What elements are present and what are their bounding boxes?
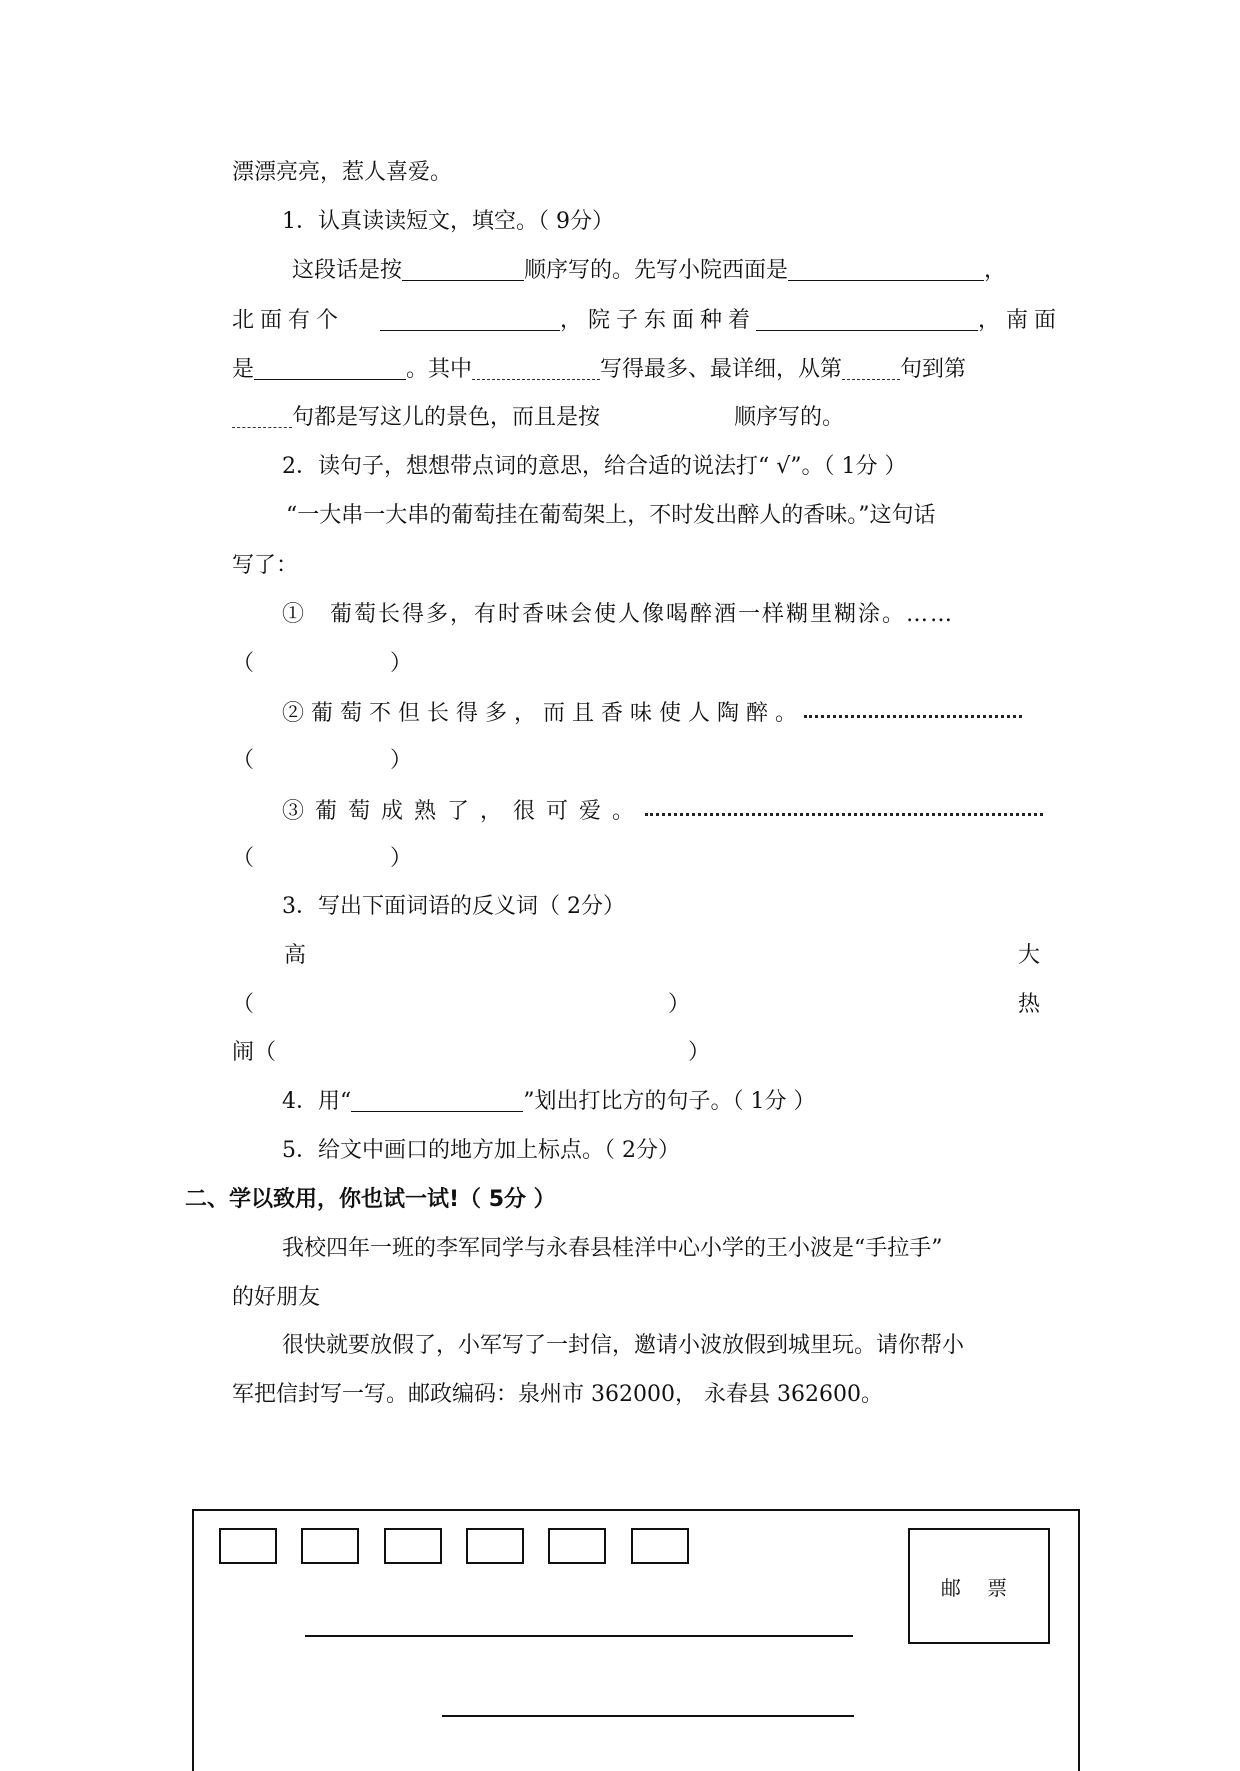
zip-box-3[interactable] xyxy=(384,1528,442,1564)
stamp-label: 邮 票 xyxy=(940,1576,1018,1600)
paren-open: （ xyxy=(232,748,255,773)
section2-title: 二、学以致用，你也试一试!（ 5分 ） xyxy=(185,1187,556,1212)
zip-box-4[interactable] xyxy=(466,1528,524,1564)
q2-option-2: ②葡萄不但长得多，而且香味使人陶醉。 xyxy=(282,701,805,726)
q1-line1 xyxy=(292,256,1006,286)
blank[interactable] xyxy=(788,258,984,281)
blank[interactable] xyxy=(756,308,978,331)
paren-close: ） xyxy=(390,651,413,676)
passage-end: 漂漂亮亮，惹人喜爱。 xyxy=(232,160,453,185)
q2-quote-cont: 写了： xyxy=(232,553,299,578)
blank[interactable] xyxy=(232,405,292,428)
q4-text: 4．用“ xyxy=(282,1089,352,1114)
blank[interactable] xyxy=(254,357,406,380)
dot-leader xyxy=(804,697,1022,718)
paren-open: （ xyxy=(232,992,255,1017)
q3-word-2: 大 xyxy=(1018,943,1041,968)
answer-paren-2[interactable] xyxy=(232,746,412,776)
q1-text: 北面有个 xyxy=(232,308,345,333)
q4 xyxy=(282,1087,815,1117)
q2-quote: “一大串一大串的葡萄挂在葡萄架上，不时发出醉人的香味。”这句话 xyxy=(286,503,936,528)
zip-box-6[interactable] xyxy=(631,1528,689,1564)
q1-line2 xyxy=(232,306,1062,336)
q2-option-1: ① 葡萄长得多，有时香味会使人像喝醉酒一样糊里糊涂。…… xyxy=(282,602,955,627)
q2-title: 2．读句子，想想带点词的意思，给合适的说法打“ √”。（ 1分 ） xyxy=(282,454,907,479)
blank[interactable] xyxy=(842,357,900,380)
paren-close: ） xyxy=(688,1040,711,1065)
q1-line3 xyxy=(232,355,966,385)
q4-text: ”划出打比方的句子。（ 1分 ） xyxy=(523,1089,816,1114)
blank[interactable] xyxy=(380,308,560,331)
q1-text: 顺序写的。先写小院西面是 xyxy=(524,258,789,283)
paren-close: ） xyxy=(668,992,691,1017)
underline-sample xyxy=(351,1089,523,1112)
q3-word-1: 高 xyxy=(284,943,307,968)
q5-title: 5．给文中画口的地方加上标点。（ 2分） xyxy=(282,1138,680,1163)
stamp-box xyxy=(908,1528,1050,1644)
section2-para1-cont: 的好朋友 xyxy=(232,1285,321,1310)
zip-box-1[interactable] xyxy=(219,1528,277,1564)
section2-para2-cont: 军把信封写一写。邮政编码：泉州市 362000， 永春县 362600。 xyxy=(232,1382,883,1407)
address-line-1[interactable] xyxy=(305,1635,853,1637)
q1-text: ， xyxy=(984,258,1007,283)
q1-text: 句都是写这儿的景色，而且是按 xyxy=(292,405,601,430)
blank[interactable] xyxy=(402,258,524,281)
q3-word-4: 闹 xyxy=(232,1040,255,1065)
q1-text: ，院子东面种着 xyxy=(560,308,757,333)
q1-line4 xyxy=(232,403,844,433)
answer-paren-4[interactable] xyxy=(232,990,690,1020)
q1-title: 1．认真读读短文，填空。（ 9分） xyxy=(282,209,614,234)
zip-box-2[interactable] xyxy=(301,1528,359,1564)
paren-close: ） xyxy=(390,846,413,871)
section2-para1: 我校四年一班的李军同学与永春县桂洋中心小学的王小波是“手拉手” xyxy=(282,1236,943,1261)
q1-text: 这段话是按 xyxy=(292,258,403,283)
q3-row-4[interactable] xyxy=(232,1038,710,1068)
blank[interactable] xyxy=(472,357,600,380)
q3-title: 3．写出下面词语的反义词（ 2分） xyxy=(282,894,625,919)
envelope xyxy=(192,1509,1080,1771)
q2-option-3-row xyxy=(282,795,1043,827)
dot-leader xyxy=(645,795,1043,816)
q1-text: 是 xyxy=(232,357,255,382)
paren-open: （ xyxy=(232,846,255,871)
paren-close: ） xyxy=(390,748,413,773)
paren-open: （ xyxy=(254,1040,277,1065)
q2-option-2-row xyxy=(282,697,1022,729)
q1-text: 句到第 xyxy=(900,357,967,382)
q3-word-3: 热 xyxy=(1018,992,1041,1017)
paren-open: （ xyxy=(232,651,255,676)
zip-box-5[interactable] xyxy=(548,1528,606,1564)
section2-para2: 很快就要放假了，小军写了一封信，邀请小波放假到城里玩。请你帮小 xyxy=(282,1333,965,1358)
q1-text: ，南面 xyxy=(978,308,1063,333)
q2-option-3: ③葡萄成熟了，很可爱。 xyxy=(282,799,646,824)
q1-text: 顺序写的。 xyxy=(734,405,845,430)
answer-paren-3[interactable] xyxy=(232,844,412,874)
q1-text: 。其中 xyxy=(406,357,473,382)
q1-text: 写得最多、最详细，从第 xyxy=(600,357,843,382)
answer-paren-1[interactable] xyxy=(232,649,412,679)
address-line-2[interactable] xyxy=(442,1715,854,1717)
